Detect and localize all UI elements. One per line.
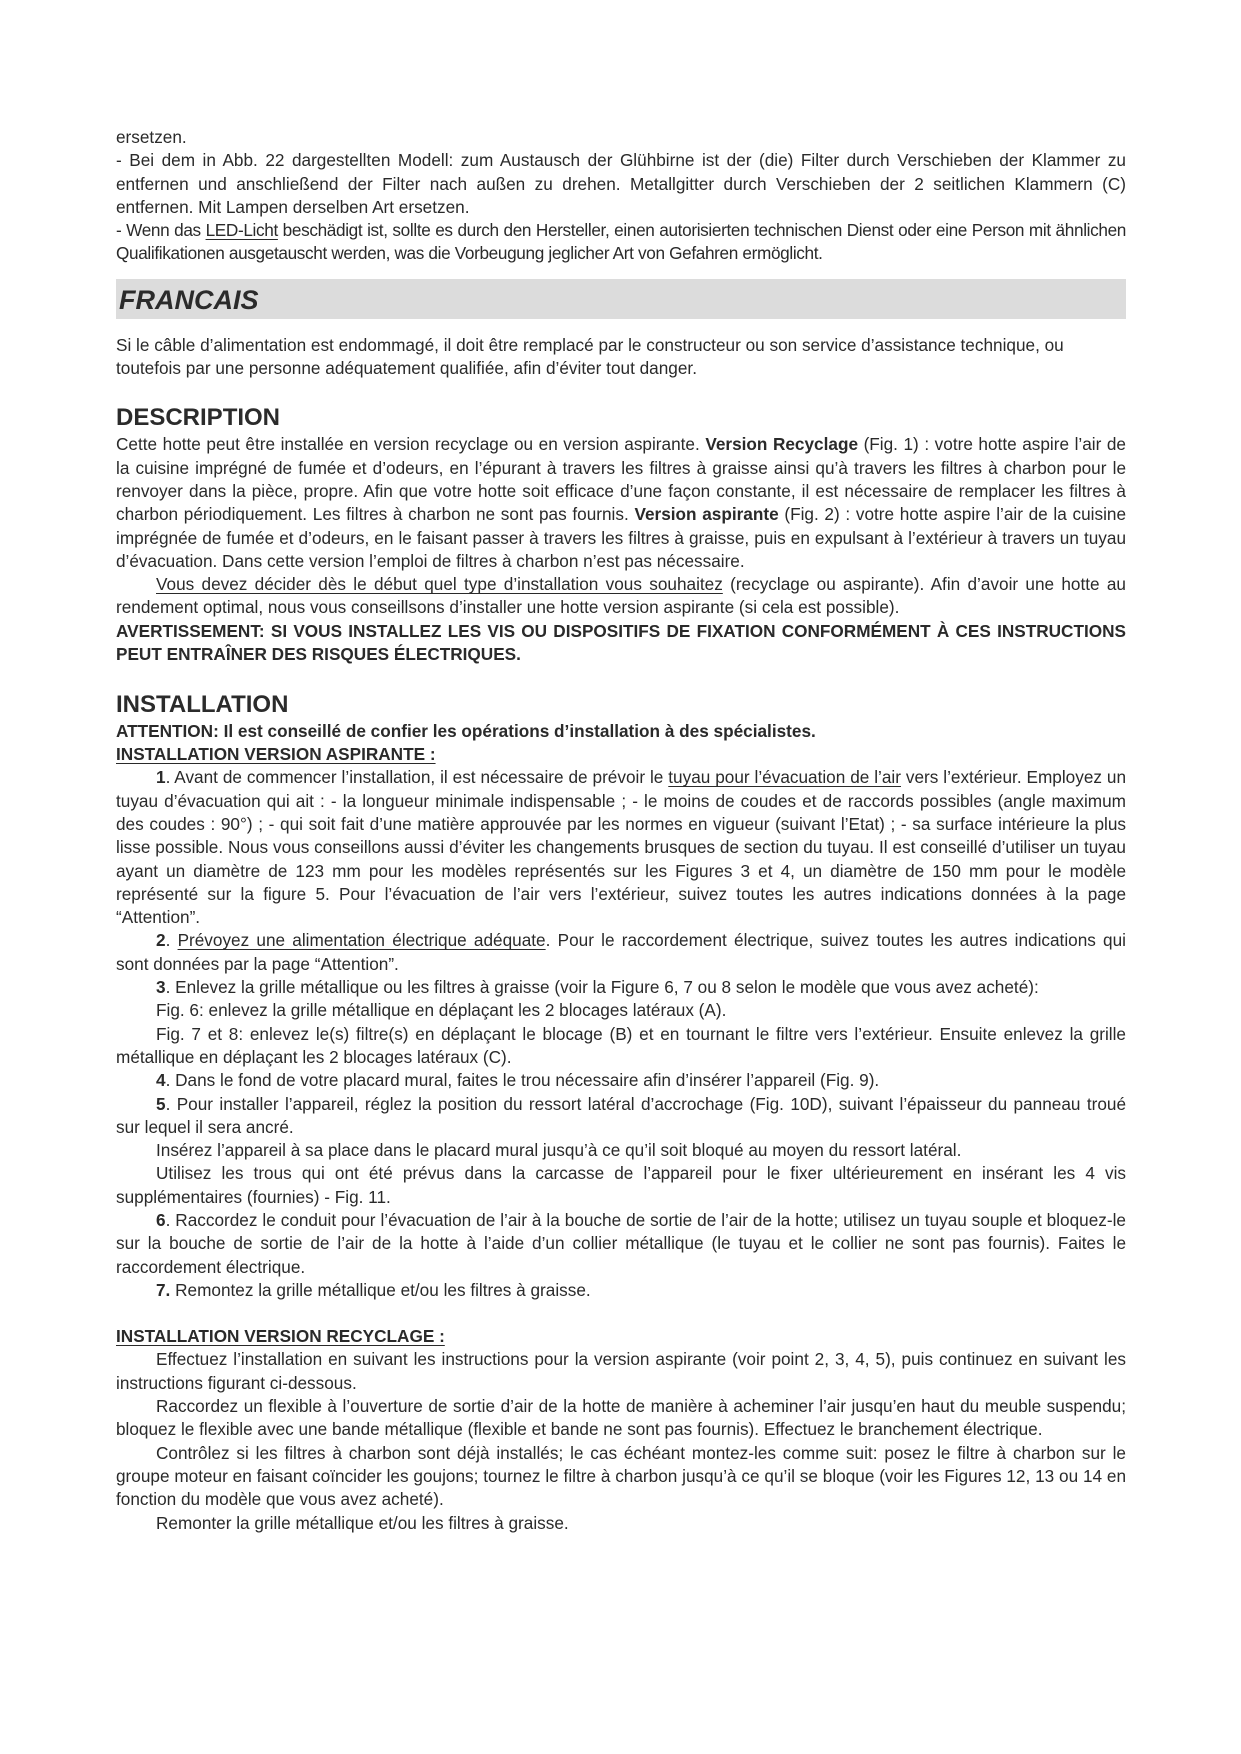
german-led-link: LED-Licht — [205, 220, 278, 241]
step-3-fig6: Fig. 6: enlevez la grille métallique en déplaçant les 2 blocages latéraux (A). — [156, 1000, 727, 1021]
recyclage-paragraph-4: Remonter la grille métallique et/ou les filtres à graisse. — [156, 1512, 569, 1533]
recyclage-paragraph-3: Contrôlez si les filtres à charbon sont déjà installés; le cas échéant montez-les comme suit: posez le filtre à charbon sur le groupe moteur en faisant coïncider les goujons; tournez le filtre à charbon jusqu’à ce qu’il se bloque (voir les Figures 12, 13 ou 14 en fonction du modèle que vous avez acheté). — [116, 1442, 1126, 1510]
german-led-post: beschädigt ist, sollte es durch den Hersteller, einen autorisierten technischen Dienst oder eine Person mit ähnlichen Qualifikationen ausgetauscht werden, was die Vorbeugung jeglicher Art von Gefahren ermöglicht. — [116, 220, 1126, 264]
step-4-number: 4 — [156, 1070, 166, 1091]
desc-recyclage-text: (Fig. 1) : votre hotte aspire l’air de la cuisine imprégné de fumée et d’odeurs, en l’épurant à travers les filtres à graisse ainsi qu’à travers les filtres à charbon pour le renvoyer dans la pièce, propre. Afin que votre hotte soit efficace d’une façon constante, il est nécessaire de remplacer les filtres à charbon périodiquement. Les filtres à charbon ne sont pas fournis. — [116, 434, 1126, 525]
step-6-text: . Raccordez le conduit pour l’évacuation de l’air à la bouche de sortie de l’air de la hotte; utilisez un tuyau souple et bloquez-le sur la bouche de sortie de l’air de la hotte à l’aide d’un collier métallique (le tuyau et le collier ne sont pas fournis). Faites le raccordement électrique. — [116, 1209, 1126, 1277]
german-led-pre: - Wenn das — [116, 220, 206, 241]
francais-intro: Si le câble d’alimentation est endommagé, il doit être remplacé par le constructeur ou son service d’assistance technique, ou toutefois par une personne adéquatement qualifiée, afin d’éviter tout danger. — [116, 334, 1064, 379]
step-5 — [116, 1093, 1126, 1140]
step-5-screws: Utilisez les trous qui ont été prévus dans la carcasse de l’appareil pour le fixer ultérieurement en insérant les 4 vis supplémentaires (fournies) - Fig. 11. — [116, 1163, 1126, 1207]
desc-intro: Cette hotte peut être installée en version recyclage ou en version aspirante. — [116, 434, 706, 455]
step-2-underlined: Prévoyez une alimentation électrique adéquate — [177, 930, 546, 951]
step-5-number: 5 — [156, 1093, 166, 1114]
step-6 — [116, 1209, 1126, 1279]
installation-attention: ATTENTION: Il est conseillé de confier les opérations d’installation à des spécialistes. — [116, 720, 816, 741]
desc-choice-rest: (recyclage ou aspirante). Afin d’avoir une hotte au rendement optimal, nous vous conseillsons d’installer une hotte version aspirante (si cela est possible). — [116, 574, 1126, 618]
german-line-ersetzen: ersetzen. — [116, 127, 187, 147]
step-3 — [116, 976, 1126, 999]
step-3-fig78: Fig. 7 et 8: enlevez le(s) filtre(s) en déplaçant le blocage (B) et en tournant le filtre vers l’extérieur. Ensuite enlevez la grille métallique en déplaçant les 2 blocages latéraux (C). — [116, 1023, 1126, 1067]
recyclage-paragraph-1: Effectuez l’installation en suivant les instructions pour la version aspirante (voir point 2, 3, 4, 5), puis continuez en suivant les instructions figurant ci-dessous. — [116, 1349, 1126, 1393]
desc-recyclage-label: Version Recyclage — [705, 434, 859, 455]
step-1-text-b: vers l’extérieur. Employez un tuyau d’évacuation qui ait : - la longueur minimale indispensable ; - le moins de coudes et de raccords possibles (angle maximum des coudes : 90°) ; - qui soit fait d’une matière approuvée par les normes en vigueur (suivant l’Etat) ; - sa surface intérieure la plus lisse possible. Nous vous conseillons aussi d’éviter les changements brusques de section du tuyau. Il est conseillé d’utiliser un tuyau ayant un diamètre de 123 mm pour les modèles représentés sur les Figures 3 et 4, un diamètre de 150 mm pour le modèle représenté sur la figure 5. Pour l’évacuation de l’air vers l’extérieur, suivez toutes les autres indications données à la page “Attention”. — [116, 767, 1126, 928]
step-6-number: 6 — [156, 1209, 166, 1230]
description-choice-paragraph — [116, 573, 1126, 620]
document-page — [116, 126, 1126, 1535]
step-1-number: 1 — [156, 767, 166, 788]
step-1-underlined: tuyau pour l’évacuation de l’air — [668, 767, 901, 788]
step-7-number: 7. — [156, 1279, 171, 1300]
desc-aspirante-text: (Fig. 2) : votre hotte aspire l’air de la cuisine imprégnée de fumée et d’odeurs, en le faisant passer à travers les filtres à graisse, puis en expulsant à l’extérieur à travers un tuyau d’évacuation. Dans cette version l’emploi de filtres à charbon n’est pas nécessaire. — [116, 504, 1127, 571]
desc-choice-underlined: Vous devez décider dès le début quel type d’installation vous souhaitez — [156, 574, 723, 595]
step-7 — [116, 1279, 1126, 1302]
subheading-aspirante: INSTALLATION VERSION ASPIRANTE : — [116, 744, 436, 765]
step-2 — [116, 929, 1126, 976]
step-7-text: Remontez la grille métallique et/ou les filtres à graisse. — [170, 1279, 591, 1300]
description-paragraph — [116, 433, 1126, 573]
step-3-text: . Enlevez la grille métallique ou les filtres à graisse (voir la Figure 6, 7 ou 8 selon le modèle que vous avez acheté): — [165, 977, 1039, 998]
subheading-recyclage: INSTALLATION VERSION RECYCLAGE : — [116, 1326, 445, 1347]
desc-aspirante-label: Version aspirante — [634, 504, 779, 525]
step-5-insert: Insérez l’appareil à sa place dans le placard mural jusqu’à ce qu’il soit bloqué au moyen du ressort latéral. — [156, 1140, 962, 1161]
step-4 — [116, 1069, 1126, 1092]
recyclage-paragraph-2: Raccordez un flexible à l’ouverture de sortie d’air de la hotte de manière à acheminer l’air jusqu’en haut du meuble suspendu; bloquez le flexible avec une bande métallique (flexible et bande ne sont pas fournis). Effectuez le branchement électrique. — [116, 1396, 1126, 1440]
step-3-number: 3 — [156, 977, 166, 998]
step-2-number: 2 — [156, 930, 166, 951]
german-paragraph-bulb: - Bei dem in Abb. 22 dargestellten Modell: zum Austausch der Glühbirne ist der (die) Filter durch Verschieben der Klammer zu entfernen und anschließend der Filter nach außen zu drehen. Metallgitter durch Verschieben der 2 seitlichen Klammern (C) entfernen. Mit Lampen derselben Art ersetzen. — [116, 150, 1126, 217]
step-2-text: . Pour le raccordement électrique, suivez toutes les autres indications qui sont données par la page “Attention”. — [116, 930, 1126, 974]
step-4-text: . Dans le fond de votre placard mural, faites le trou nécessaire afin d’insérer l’appareil (Fig. 9). — [165, 1070, 880, 1091]
warning-text: AVERTISSEMENT: SI VOUS INSTALLEZ LES VIS OU DISPOSITIFS DE FIXATION CONFORMÉMENT À CES INSTRUCTIONS PEUT ENTRAÎNER DES RISQUES ÉLECTRIQUES. — [116, 620, 1126, 664]
section-bar-francais: FRANCAIS — [116, 279, 1126, 319]
step-2-dot: . — [165, 930, 178, 951]
heading-description: DESCRIPTION — [116, 404, 281, 432]
step-1-text-a: . Avant de commencer l’installation, il est nécessaire de prévoir le — [165, 767, 669, 788]
heading-installation: INSTALLATION — [116, 690, 289, 718]
step-1 — [116, 766, 1126, 929]
german-paragraph-led — [116, 219, 1126, 266]
step-5-text: . Pour installer l’appareil, réglez la position du ressort latéral d’accrochage (Fig. 10D), suivant l’épaisseur du panneau troué sur lequel il sera ancré. — [116, 1093, 1126, 1137]
